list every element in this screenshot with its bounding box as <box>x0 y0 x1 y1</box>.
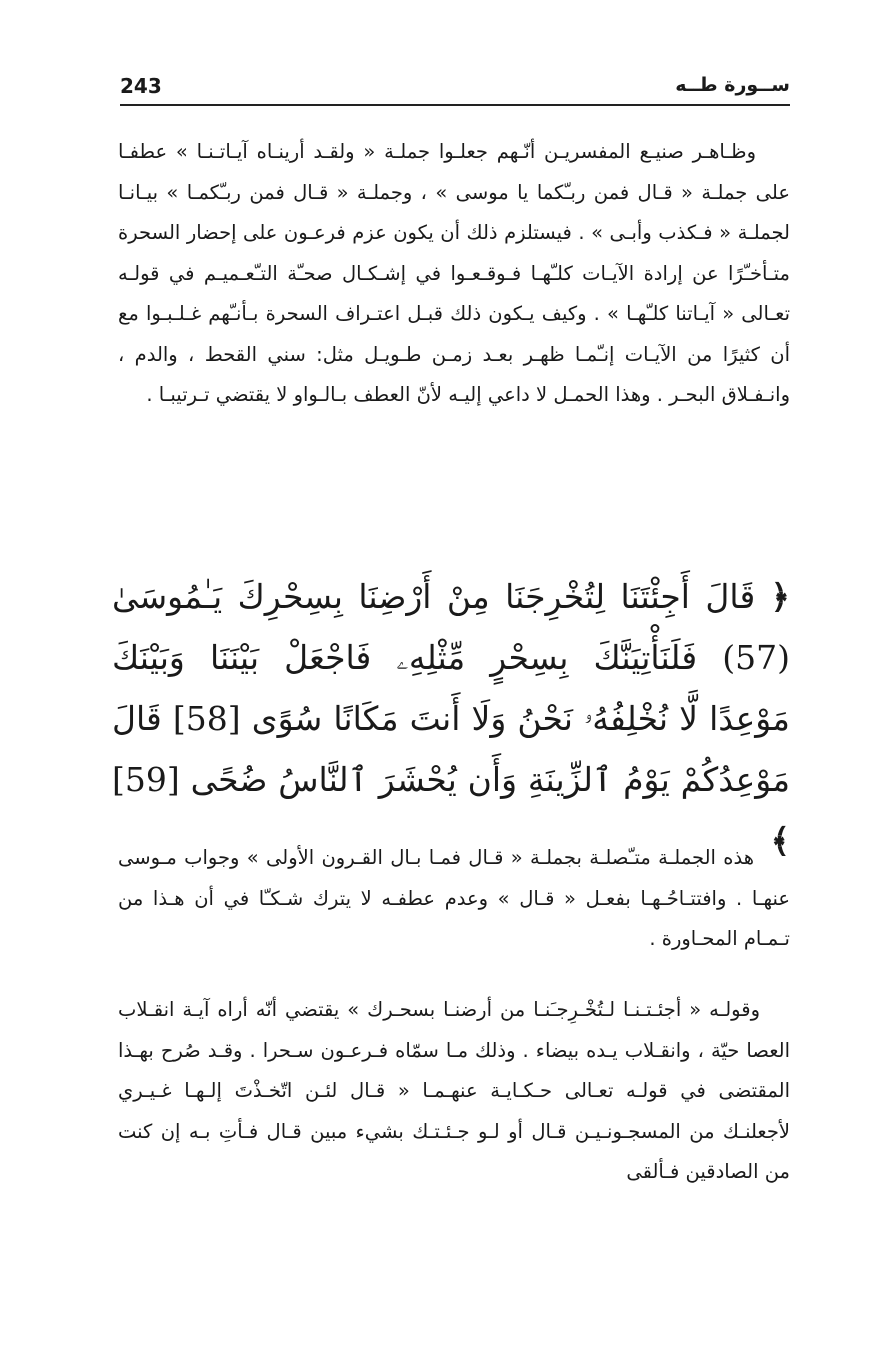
commentary-paragraph-3: وقولـه « أجئـتـنـا لـتُخْـرِجـَنـا من أرضنـا بسحـرك » يقتضي أنّه أراه آيـة انقـلاب العصا حيّة ، وانقـلاب يـده بيضاء . وذلك مـا سمّاه فـرعـون سـحرا . وقـد صُرح بهـذا المقتضى في قولـه تعـالى حـكـايـة عنهـمـا « قـال لئـن اتّخـذْتَ إلـهـا غـيـري لأجعلنـك من المسجـونـيـن قـال أو لـو جـئـتـك بشيء مبين قـال فـأتِ بـه إن كنت من الصادقين فـألقى <box>118 998 790 1183</box>
running-head-surah-title: ســورة طــه <box>675 74 790 96</box>
commentary-paragraph-2: هذه الجملـة متـّصلـة بجملـة « قـال فمـا بـال القـرون الأولى » وجواب مـوسى عنهـا . وافتتـاحُـهـا بفعـل « قـال » وعدم عطفـه لا يترك شـكـّا في أن هـذا من تـمـام المحـاورة . <box>118 846 790 950</box>
quran-verse-block <box>112 566 790 871</box>
verse-59-text: قَالَ مَوْعِدُكُمْ يَوْمُ ٱلزِّينَةِ وَأَن يُحْشَرَ ٱلنَّاسُ ضُحًى <box>112 699 790 799</box>
verse-close-bracket: ﴾ <box>770 821 790 860</box>
verse-open-bracket: ﴿ <box>770 577 790 616</box>
verse-57-number: (57) <box>722 638 790 677</box>
verse-58-number: [58] <box>172 699 241 738</box>
commentary-paragraph-1: وظـاهـر صنيـع المفسريـن أنّـهم جعلـوا جملـة « ولقـد أرينـاه آيـاتـنـا » عطفـا على جملـة « قـال فمن ربـّكما يا موسى » ، وجملـة « قـال فمن ربـّكمـا » بيـانـا لجملـة « فـكذب وأبـى » . فيستلزم ذلك أن يكون عزم فرعـون على إحضار السحرة متـأخـّرًا عن إرادة الآيـات كلـّهـا فـوقـعـوا في إشـكـال صحـّة التـّعـميـم في قولـه تعـالى « آيـاتنا كلـّهـا » . وكيف يـكون ذلك قبـل اعتـراف السحرة بـأنـّهم غـلـبـوا مع أن كثيرًا من الآيـات إنـّمـا ظهـر بعـد زمـن طـويـل مثل: سني القحط ، والدم ، وانـفـلاق البحـر . وهذا الحمـل لا داعي إليـه لأنّ العطف بـالـواو لا يقتضي تـرتيبـا . <box>118 140 790 406</box>
verse-57-text: قَالَ أَجِئْتَنَا لِتُخْرِجَنَا مِنْ أَرْضِنَا بِسِحْرِكَ يَـٰمُوسَىٰ <box>112 577 756 616</box>
page-number: 243 <box>120 74 162 98</box>
verse-59-number: [59] <box>112 760 180 799</box>
page-header <box>120 72 790 102</box>
verse-58-text: فَلَنَأْتِيَنَّكَ بِسِحْرٍ مِّثْلِهِۦ فَاجْعَلْ بَيْنَنَا وَبَيْنَكَ مَوْعِدًا لَّا نُخْلِفُهُۥ نَحْنُ وَلَا أَنتَ مَكَانًا سُوًى <box>112 638 790 738</box>
header-divider <box>120 104 790 106</box>
